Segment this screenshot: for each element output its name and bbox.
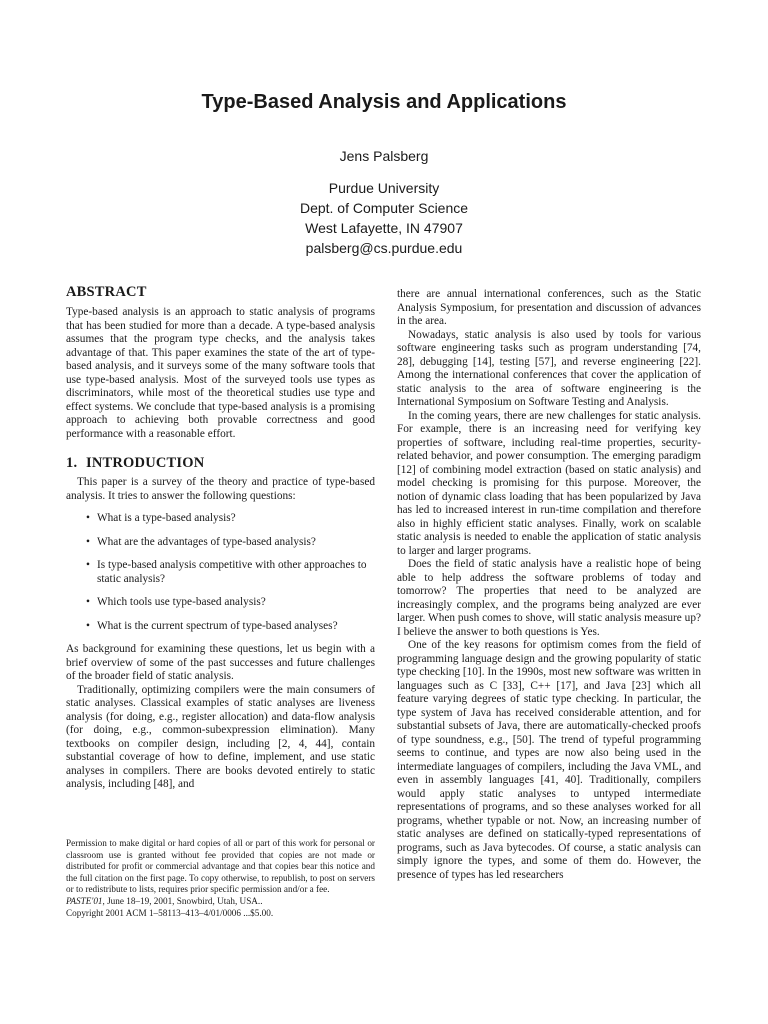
section-number: 1. <box>66 455 78 471</box>
list-item-text: Which tools use type-based analysis? <box>97 596 266 608</box>
right-column <box>397 288 701 882</box>
permission-text: Permission to make digital or hard copies of all or part of this work for personal or classroom use is granted without fee provided that copies are not made or distributed for profit or commercial advantage and that copies bear this notice and the full citation on the first page. To copy otherwise, to republish, to post on servers or to redistribute to lists, requires prior specific permission and/or a fee. <box>66 838 375 895</box>
affiliation-university: Purdue University <box>328 180 440 196</box>
affiliation-address: West Lafayette, IN 47907 <box>305 220 463 236</box>
list-item <box>86 596 375 610</box>
list-item <box>86 620 375 634</box>
right-paragraph-3: In the coming years, there are new challenges for static analysis. For example, there is an increasing need for verifying key properties of software, including real-time properties, security-related behavior, and power consumption. The emerging paradigm [12] of combining model extraction (based on static analysis) and model checking is promising for this purpose. Moreover, the notion of dynamic class loading that has been popularized by Java has led to increased interest in run-time compilation and therefore also in highly efficient static analyses. Finally, work on scalable static analysis is needed to enable the application of static analysis to larger and larger programs. <box>397 409 701 557</box>
right-paragraph-1: there are annual international conferences, such as the Static Analysis Symposium, for presentation and discussion of advances in the area. <box>397 288 701 327</box>
right-paragraph-2: Nowadays, static analysis is also used by tools for various software engineering tasks such as program understanding [74, 28], debugging [14], testing [57], and reverse engineering [22]. Among the international conferences that cover the application of static analysis to the area of software engineering is the International Symposium on Software Testing and Analysis. <box>397 328 701 408</box>
intro-paragraph-2: As background for examining these questions, let us begin with a brief overview of some of the past successes and future challenges of the broader field of static analysis. <box>66 643 375 682</box>
bullet-icon: • <box>86 535 90 548</box>
list-item-text: What is a type-based analysis? <box>97 512 236 524</box>
conference-name: PASTE'01 <box>66 895 103 906</box>
list-item <box>86 512 375 526</box>
author-name: Jens Palsberg <box>339 148 429 164</box>
right-paragraph-5: One of the key reasons for optimism comes from the field of programming language design and the growing popularity of static type checking [10]. In the 1990s, most new software was written in languages such as C [33], C++ [17], and Java [23] which all feature varying degrees of static type checking. In particular, the type system of Java has received considerable attention, and for substantial subsets of Java, there are automatically-checked proofs of type soundness, e.g., [50]. The trend of typeful programming seems to continue, and types are now also being used in the intermediate languages of compilers, including the Java VML, and even in assembly languages [41, 40]. Traditionally, compilers would apply static analyses to untyped intermediate representations of programs, and so these analyses worked for all programs, whether typable or not. Now, an increasing number of static analyses are defined on statically-typed representations of programs, such as Java bytecodes. Of course, a static analysis can simply ignore the types, and some of them do. However, the presence of types has led researchers <box>397 639 702 881</box>
right-paragraph-4: Does the field of static analysis have a realistic hope of being able to help address the software problems of today and tomorrow? The properties that need to be analyzed are increasingly complex, and the programs being analyzed are ever larger. When push comes to shove, will static analysis measure up? I believe the answer to both questions is Yes. <box>397 558 701 638</box>
introduction-heading <box>66 454 375 472</box>
affiliation-email: palsberg@cs.purdue.edu <box>305 240 463 256</box>
author-affiliation <box>0 178 768 258</box>
bullet-icon: • <box>86 619 90 632</box>
conference-details: , June 18–19, 2001, Snowbird, Utah, USA.. <box>102 895 263 906</box>
left-column <box>66 283 375 792</box>
list-item-text: What are the advantages of type-based analysis? <box>97 535 316 548</box>
abstract-heading: ABSTRACT <box>66 284 147 300</box>
question-list <box>66 512 375 633</box>
conference-line <box>66 896 375 908</box>
abstract-text: Type-based analysis is an approach to static analysis of programs that has been studied for more than a decade. A type-based analysis assumes that the program type checks, and the analysis takes advantage of that. This paper examines the state of the art of type-based analysis, and it surveys some of the many software tools that use type-based analysis. Most of the surveyed tools use types as discriminators, while most of the theoretical studies use type and effect systems. We conclude that type-based analysis is a promising approach to achieving both provable correctness and good performance with a reasonable effort. <box>66 306 375 440</box>
list-item-text: What is the current spectrum of type-based analyses? <box>97 619 338 632</box>
paper-title: Type-Based Analysis and Applications <box>201 91 567 113</box>
copyright-notice <box>66 838 375 919</box>
bullet-icon: • <box>86 596 90 608</box>
intro-paragraph-3: Traditionally, optimizing compilers were the main consumers of static analyses. Classical examples of static analyses are liveness analysis (for doing, e.g., register allocation) and data-flow analysis (for doing, e.g., common-subexpression elimination). Many textbooks on compiler design, including [2, 4, 44], contain substantial coverage of how to define, implement, and use static analyses in compilers. There are books devoted entirely to static analysis, including [48], and <box>66 683 375 790</box>
bullet-icon: • <box>86 512 90 524</box>
bullet-icon: • <box>86 559 90 571</box>
list-item <box>86 559 375 586</box>
list-item <box>86 536 375 550</box>
intro-paragraph-1: This paper is a survey of the theory and practice of type-based analysis. It tries to answer the following questions: <box>66 476 375 502</box>
copyright-line: Copyright 2001 ACM 1–58113–413–4/01/0006 ...$5.00. <box>66 907 274 918</box>
section-title: INTRODUCTION <box>86 455 205 471</box>
list-item-text: Is type-based analysis competitive with other approaches to static analysis? <box>97 559 367 585</box>
affiliation-department: Dept. of Computer Science <box>299 200 469 216</box>
